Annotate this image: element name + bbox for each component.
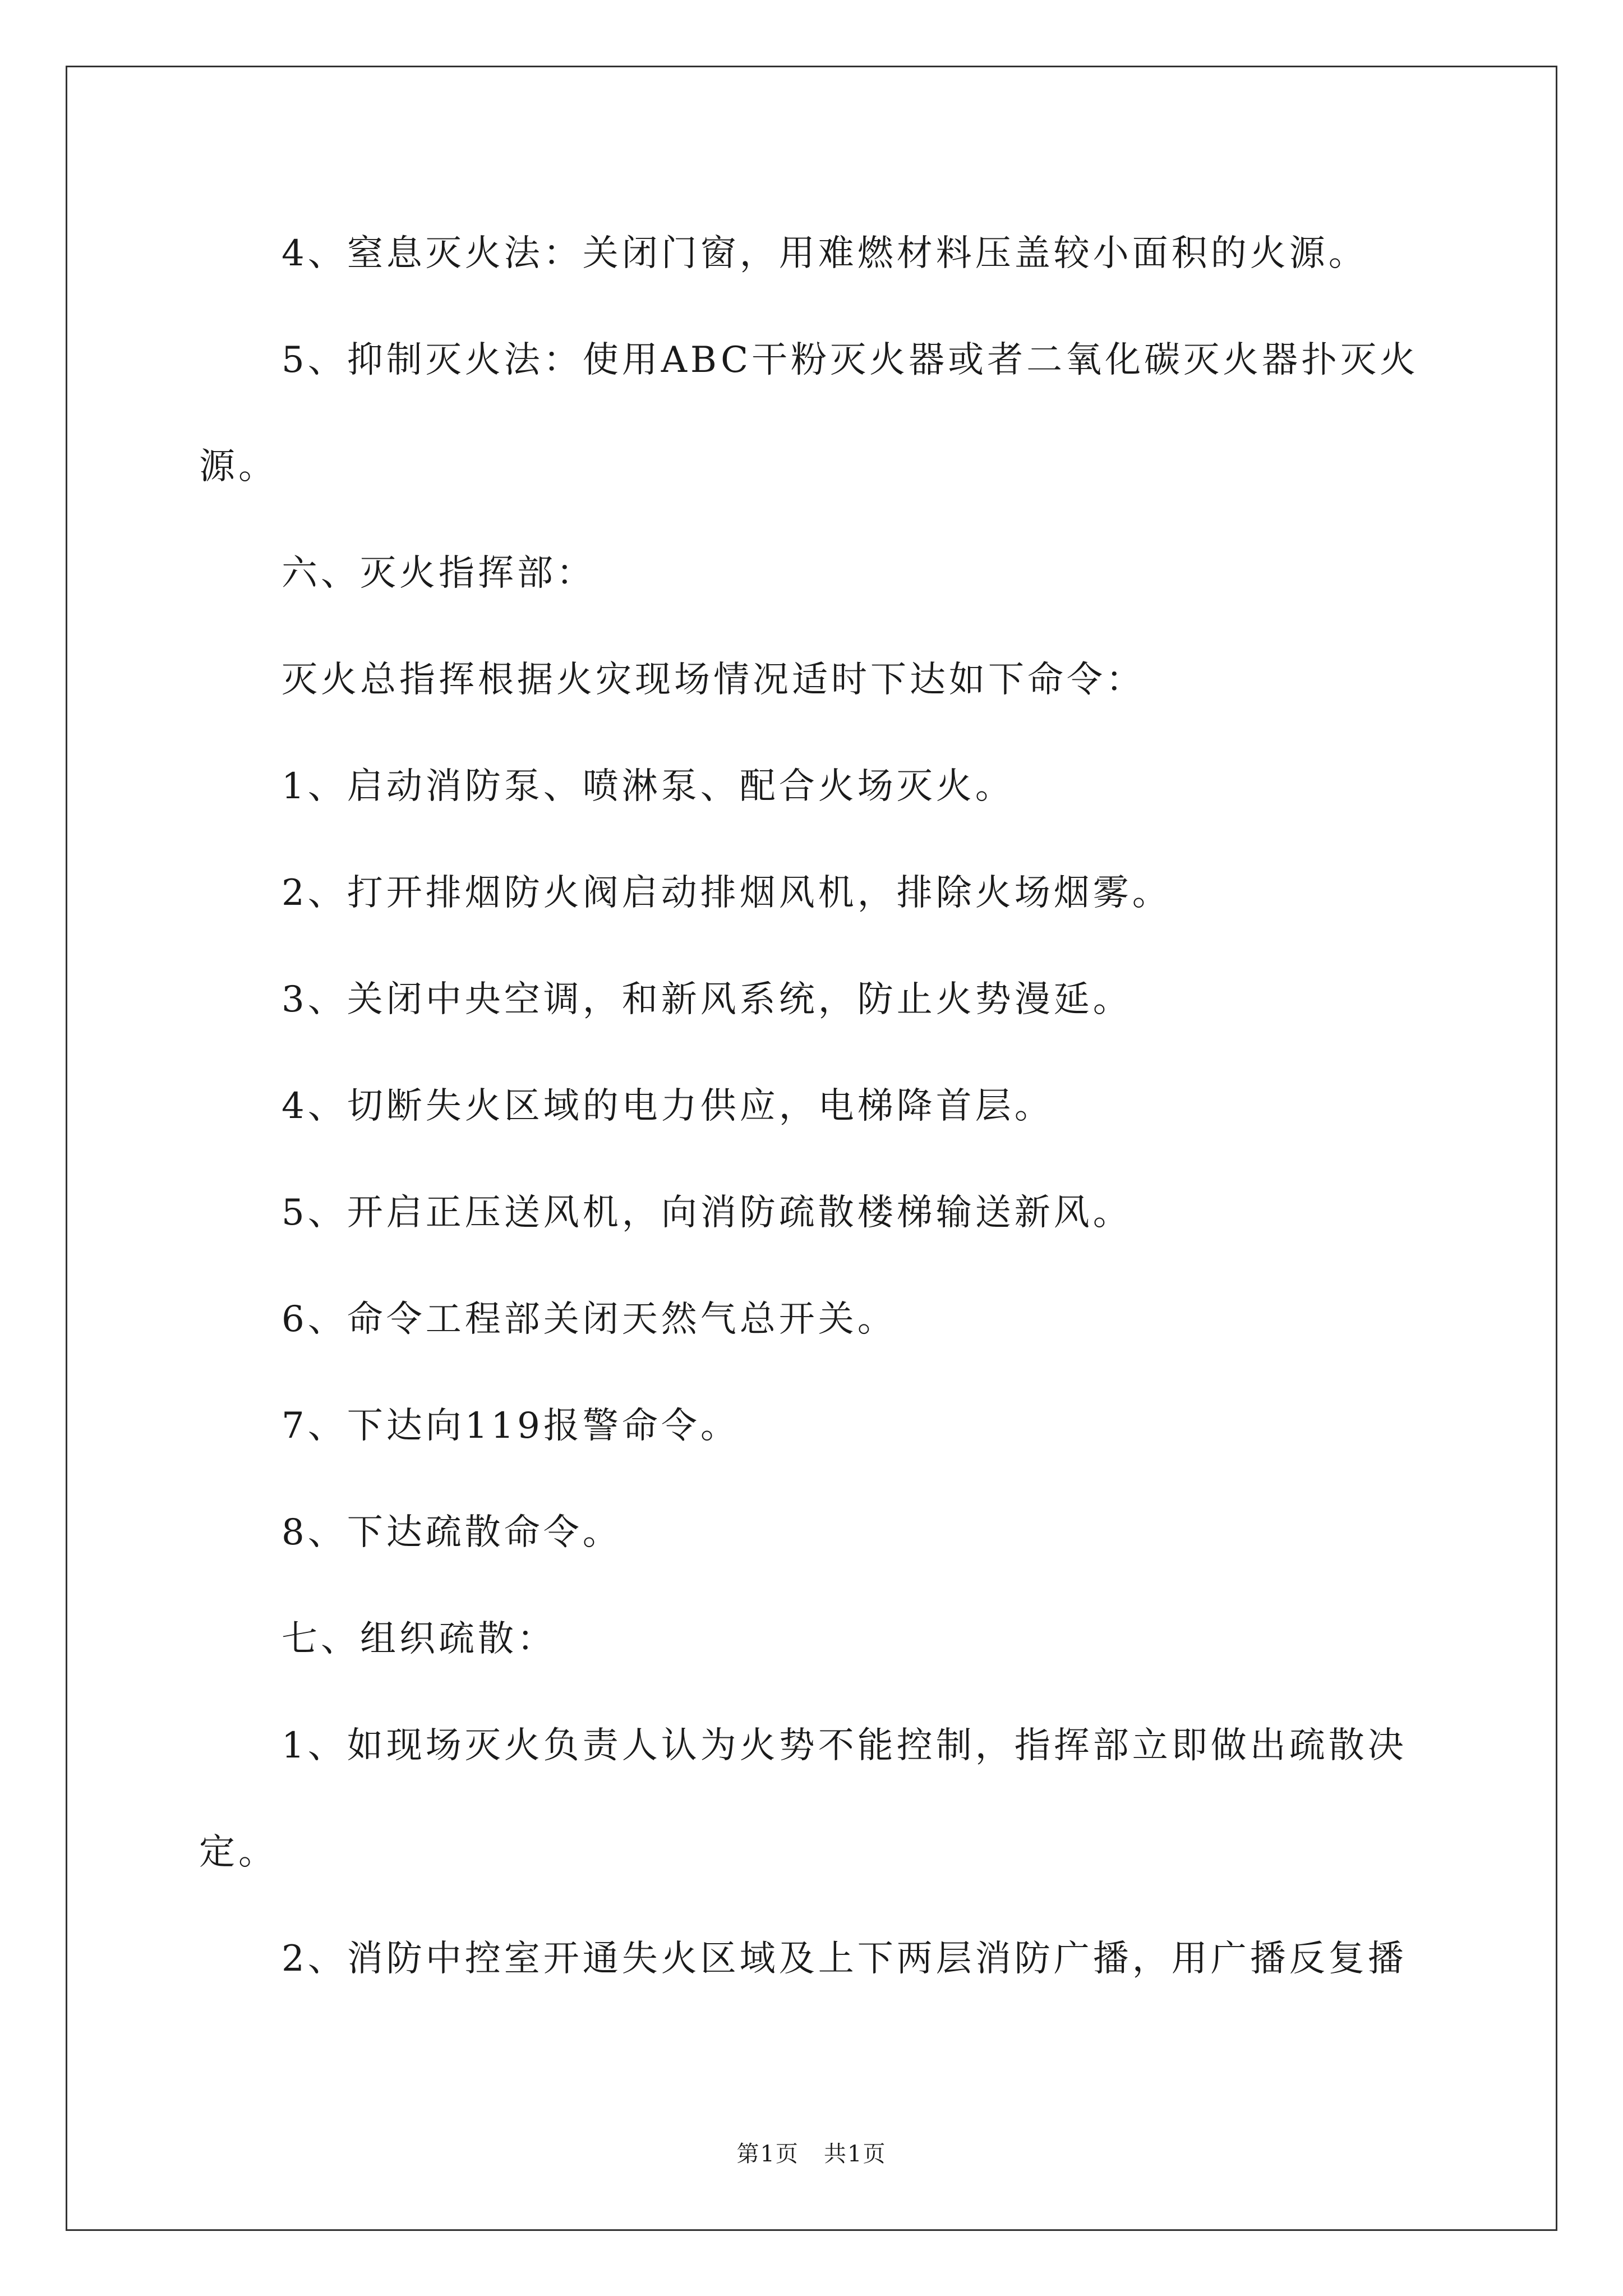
text-line: 灭火总指挥根据火灾现场情况适时下达如下命令： — [282, 659, 1145, 701]
text-line: 2、消防中控室开通失火区域及上下两层消防广播，用广播反复播 — [282, 1938, 1407, 1980]
page-border — [66, 66, 1557, 2231]
text-line: 4、窒息灭火法：关闭门窗，用难燃材料压盖较小面积的火源。 — [282, 233, 1368, 274]
text-line: 3、关闭中央空调，和新风系统，防止火势漫延。 — [282, 979, 1132, 1020]
page-footer: 第1页 共1页 — [736, 2141, 887, 2167]
text-line: 5、抑制灭火法：使用ABC干粉灭火器或者二氧化碳灭火器扑灭火 — [282, 339, 1419, 381]
text-line: 4、切断失火区域的电力供应，电梯降首层。 — [282, 1085, 1054, 1127]
section-heading: 六、灭火指挥部： — [282, 553, 596, 594]
section-heading: 七、组织疏散： — [282, 1618, 556, 1660]
text-line: 2、打开排烟防火阀启动排烟风机，排除火场烟雾。 — [282, 872, 1172, 914]
text-line: 1、启动消防泵、喷淋泵、配合火场灭火。 — [282, 766, 1015, 807]
text-line: 定。 — [199, 1832, 278, 1873]
text-line: 6、命令工程部关闭天然气总开关。 — [282, 1299, 897, 1340]
text-line: 7、下达向119报警命令。 — [282, 1405, 740, 1447]
text-line: 源。 — [199, 446, 278, 487]
text-line: 8、下达疏散命令。 — [282, 1512, 622, 1553]
text-line: 1、如现场灭火负责人认为火势不能控制，指挥部立即做出疏散决 — [282, 1725, 1407, 1766]
text-line: 5、开启正压送风机，向消防疏散楼梯输送新风。 — [282, 1192, 1132, 1234]
